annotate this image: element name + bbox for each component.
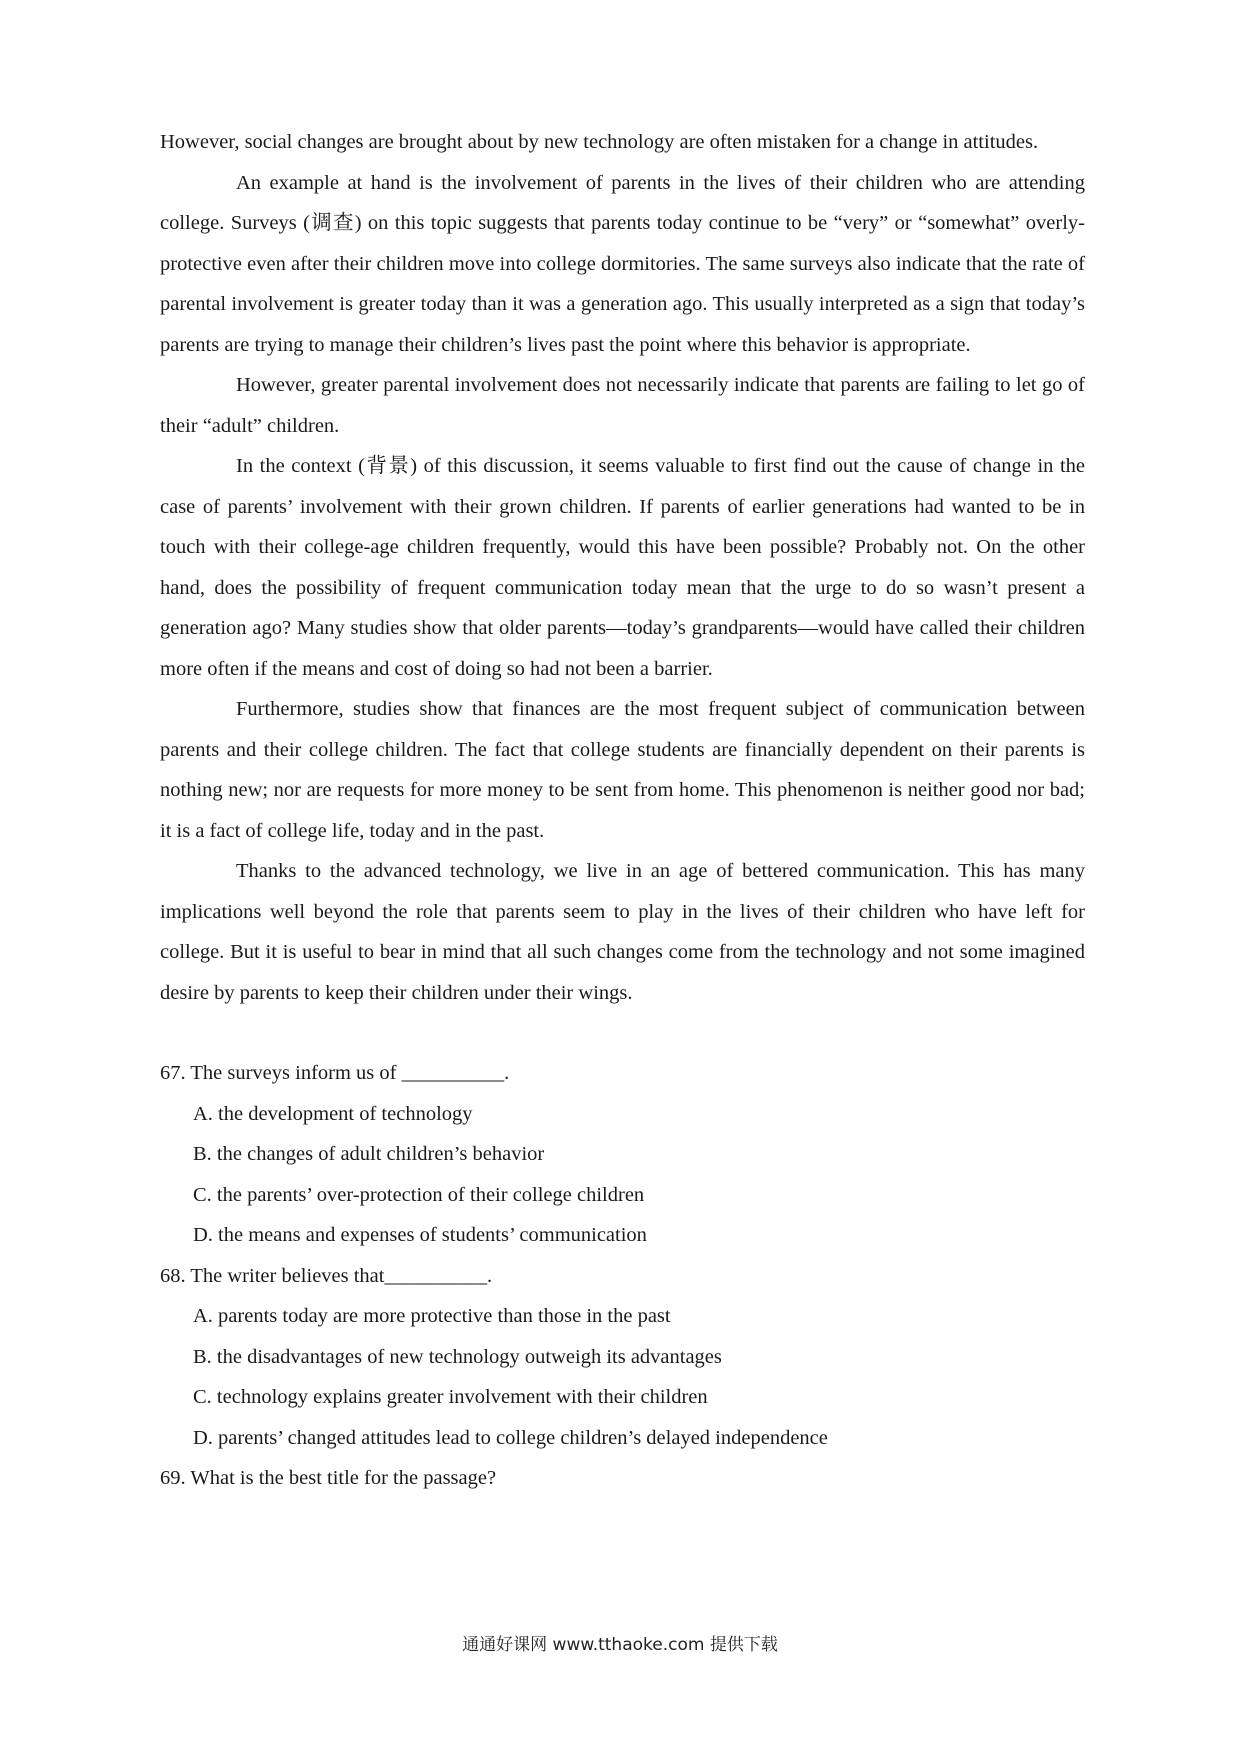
option-d: D. the means and expenses of students’ communication: [193, 1224, 647, 1246]
question-stem: 67. The surveys inform us of __________.: [160, 1062, 510, 1084]
option-a: A. the development of technology: [193, 1102, 473, 1125]
passage-paragraph-4: In the context (背景) of this discussion, it seems valuable to first find out the cause of change in the case of parents’ involvement with their grown children. If parents of earlier generations had wanted to be in touch with their college-age children frequently, would this have been possible? Probably not. On the other hand, does the possibility of frequent communication today mean that the urge to do so wasn’t present a generation ago? Many studies show that older parents—today’s grandparents—would have called their children more often if the means and cost of doing so had not been a barrier.: [160, 455, 1085, 680]
option-d: D. parents’ changed attitudes lead to college children’s delayed independence: [193, 1426, 828, 1449]
question-68: [160, 1256, 1085, 1459]
question-list: [160, 1053, 1085, 1499]
passage-paragraph-1: However, social changes are brought about by new technology are often mistaken for a change in attitudes.: [160, 131, 1039, 153]
option-a: A. parents today are more protective than those in the past: [193, 1305, 671, 1327]
question-stem: 68. The writer believes that__________.: [160, 1264, 493, 1287]
page-footer: 通通好课网 www.tthaoke.com 提供下载: [462, 1635, 778, 1655]
question-67: [160, 1053, 1085, 1256]
document-page: [160, 122, 1085, 1499]
option-c: C. technology explains greater involvement with their children: [193, 1386, 708, 1408]
passage-paragraph-3: However, greater parental involvement does not necessarily indicate that parents are failing to let go of their “adult” children.: [160, 374, 1085, 437]
option-b: B. the disadvantages of new technology outweigh its advantages: [193, 1345, 722, 1368]
passage-paragraph-5: Furthermore, studies show that finances are the most frequent subject of communication between parents and their college children. The fact that college students are financially dependent on their parents is nothing new; nor are requests for more money to be sent from home. This phenomenon is neither good nor bad; it is a fact of college life, today and in the past.: [160, 698, 1085, 842]
question-stem: 69. What is the best title for the passage?: [160, 1467, 497, 1489]
passage-paragraph-6: Thanks to the advanced technology, we live in an age of bettered communication. This has many implications well beyond the role that parents seem to play in the lives of their children who have left for college. But it is useful to bear in mind that all such changes come from the technology and not some imagined desire by parents to keep their children under their wings.: [160, 860, 1085, 1004]
passage-paragraph-2: An example at hand is the involvement of parents in the lives of their children who are attending college. Surveys (调查) on this topic suggests that parents today continue to be “very” or “somewhat” overly-protective even after their children move into college dormitories. The same surveys also indicate that the rate of parental involvement is greater today than it was a generation ago. This usually interpreted as a sign that today’s parents are trying to manage their children’s lives past the point where this behavior is appropriate.: [160, 171, 1085, 356]
option-b: B. the changes of adult children’s behavior: [193, 1143, 545, 1165]
option-c: C. the parents’ over-protection of their college children: [193, 1183, 645, 1206]
reading-passage: [160, 122, 1085, 1013]
question-69: [160, 1458, 1085, 1499]
